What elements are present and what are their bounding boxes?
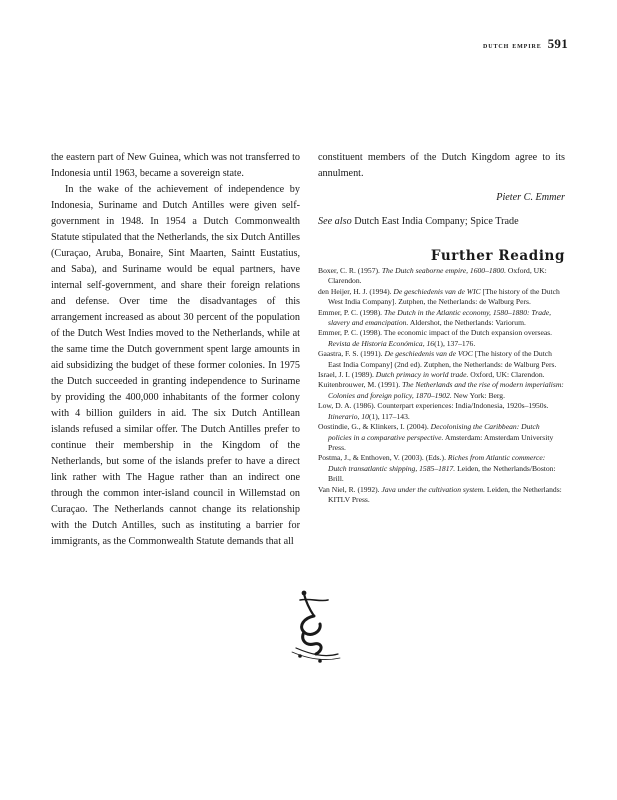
reference-title: Riches from Atlantic commerce: Dutch transatlantic shipping, 1585–1817. <box>328 453 546 473</box>
article-author: Pieter C. Emmer <box>496 192 565 203</box>
reference-title: Dutch primacy in world trade. <box>375 370 469 380</box>
reference-publisher: Aldershot, the Netherlands: Variorum. <box>408 318 526 328</box>
left-column <box>51 150 300 550</box>
reference-entry <box>318 422 565 453</box>
reference-title: Java under the cultivation system. <box>381 484 486 494</box>
reference-author-year: Postma, J., & Enthoven, V. (2003). (Eds.). <box>318 453 448 463</box>
reference-title: Decolonising the Caribbean: Dutch policies in a comparative perspective. <box>328 422 540 442</box>
reference-author-year: den Heijer, H. J. (1994). <box>318 286 394 296</box>
reference-publisher: Leiden, the Netherlands/Boston: Brill. <box>328 463 556 484</box>
reference-entry <box>318 308 565 329</box>
paragraph-new-guinea: the eastern part of New Guinea, which was not transferred to Indonesia until 1963, became a sovereign state. <box>51 152 300 179</box>
reference-author-year: Van Niel, R. (1992). <box>318 484 382 494</box>
reference-entry <box>318 287 565 308</box>
reference-entry <box>318 401 565 422</box>
paragraph-annulment: constituent members of the Dutch Kingdom agree to its annulment. <box>318 152 565 179</box>
reference-publisher: New York: Berg. <box>451 390 505 400</box>
reference-entry <box>318 380 565 401</box>
encyclopedia-emblem <box>270 588 350 668</box>
reference-entry <box>318 349 565 370</box>
see-also-links[interactable]: Dutch East India Company; Spice Trade <box>354 216 519 227</box>
reference-publisher: Oxford, UK: Clarendon. <box>328 266 547 286</box>
reference-entry <box>318 485 565 506</box>
see-also-label: See also <box>318 216 352 227</box>
reference-title: Revista de Historia Económica, 16 <box>328 338 435 348</box>
page-number: 591 <box>547 36 568 51</box>
reference-author-year: Low, D. A. (1986). Counterpart experiences: India/Indonesia, 1920s–1950s. <box>318 401 549 411</box>
reference-title: De geschiedenis van de VOC <box>384 349 473 359</box>
reference-title: Itinerario, 10 <box>328 411 369 421</box>
reference-title: The Dutch seaborne empire, 1600–1800. <box>381 266 506 275</box>
reference-entry <box>318 266 565 287</box>
see-also <box>318 214 565 230</box>
reference-publisher: [The history of the Dutch West India Company]. Zutphen, the Netherlands: de Walburg Pers. <box>328 286 560 307</box>
reference-author-year: Kuitenbrouwer, M. (1991). <box>318 380 403 390</box>
reference-entry <box>318 370 565 380</box>
reference-author-year: Emmer, P. C. (1998). <box>318 307 384 317</box>
paragraph-commonwealth-statute: In the wake of the achievement of independence by Indonesia, Suriname and Dutch Antilles were given self-government in 1948. In 1954 a Dutch Commonwealth Statute stipulated that the Netherlands, the six Dutch Antilles (Curaçao, Aruba, Bonaire, Sint Maarten, Saintt Eustatius, and Saba), and Suriname would be equal partners, have internal self-government, and share their foreign relations and defense. Over time the disadvantages of this arrangement increased as about 30 percent of the population of the Dutch West Indies moved to the Netherlands, while at the same time the Dutch government spent large amounts in aid subsidizing the budget of these former colonies. In 1975 the Dutch succeeded in granting independence to Suriname by providing the 400,000 inhabitants of the former colony with 4 billion guilders in aid. The six Dutch Antillean islands refused a similar offer. The Dutch Antilles prefer to continue their membership in the Kingdom of the Netherlands, but some of the islands prefer to have a direct link rather with The Hague rather than an indirect one through the common inter-island council in Willemstad on Curaçao. The Netherlands cannot change its relationship with the Dutch Antilles, such as instituting a barrier for immigrants, as the Commonwealth Statute demands that all <box>51 184 300 547</box>
reference-author-year: Emmer, P. C. (1998). The economic impact of the Dutch expansion overseas. <box>318 328 553 338</box>
further-reading-heading: Further Reading <box>430 248 565 264</box>
reference-publisher: Leiden, the Netherlands: KITLV Press. <box>328 484 562 504</box>
reference-list <box>318 266 565 505</box>
reference-title: De geschiedenis van de WIC <box>393 286 481 296</box>
reference-author-year: Israel, J. I. (1989). <box>318 370 376 380</box>
reference-entry <box>318 453 565 484</box>
reference-author-year: Oostindie, G., & Klinkers, I. (2004). <box>318 422 431 432</box>
reference-author-year: Boxer, C. R. (1957). <box>318 266 382 275</box>
reference-title: The Dutch in the Atlantic economy, 1580–1880: Trade, slavery and emancipation. <box>328 307 552 328</box>
reference-publisher: Oxford, UK: Clarendon. <box>468 370 545 380</box>
reference-publisher: [The history of the Dutch East India Company] (2nd ed). Zutphen, the Netherlands: de Walburg Pers. <box>328 349 557 369</box>
reference-entry <box>318 328 565 349</box>
reference-publisher: Amsterdam: Amsterdam University Press. <box>328 432 554 452</box>
page-header <box>483 36 568 52</box>
reference-publisher: (1), 117–143. <box>368 411 410 421</box>
reference-publisher: (1), 137–176. <box>434 338 476 348</box>
running-title: dutch empire <box>483 40 542 50</box>
right-column <box>318 150 565 505</box>
reference-author-year: Gaastra, F. S. (1991). <box>318 349 385 359</box>
reference-title: The Netherlands and the rise of modern imperialism: Colonies and foreign policy, 1870–1902. <box>328 380 564 400</box>
